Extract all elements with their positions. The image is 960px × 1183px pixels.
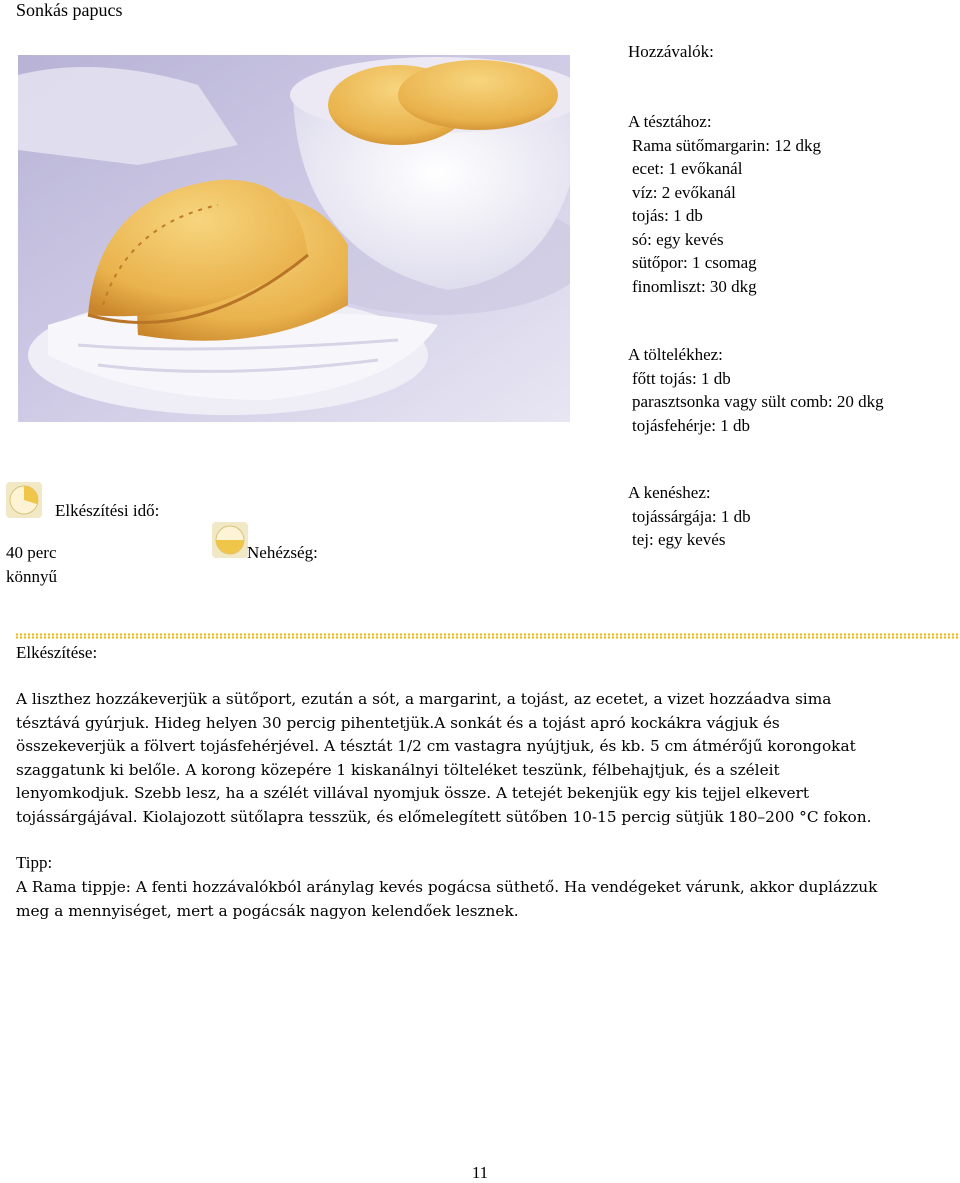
- ingredient-item: tojás: 1 db: [632, 206, 703, 225]
- ingredient-group-heading: A töltelékhez:: [628, 345, 723, 364]
- ingredient-item: tojássárgája: 1 db: [632, 506, 751, 526]
- difficulty-icon: [212, 522, 246, 556]
- ingredient-item: sütőpor: 1 csomag: [632, 253, 757, 272]
- recipe-title: Sonkás papucs: [16, 0, 123, 20]
- ingredient-item: Rama sütőmargarin: 12 dkg: [632, 135, 822, 155]
- preparation-heading: Elkészítése:: [16, 643, 98, 662]
- ingredient-item: finomliszt: 30 dkg: [632, 276, 757, 296]
- recipe-photo: [18, 55, 570, 422]
- ingredient-item: főtt tojás: 1 db: [632, 368, 731, 388]
- preparation-line: tésztává gyúrjuk. Hideg helyen 30 percig pihentetjük.A sonkát és a tojást apró kockákra vágjuk és: [16, 713, 780, 732]
- ingredient-group-glaze: [628, 481, 751, 552]
- preparation-line: lenyomkodjuk. Szebb lesz, ha a szélét villával nyomjuk össze. A tetejét bekenjük egy kis tejjel elkevert: [16, 784, 809, 803]
- ingredient-item: parasztsonka vagy sült comb: 20 dkg: [632, 392, 884, 411]
- ingredient-item: víz: 2 evőkanál: [632, 182, 736, 202]
- difficulty-label: Nehézség:: [247, 543, 318, 562]
- ingredient-group-heading: A tésztához:: [628, 112, 712, 131]
- ingredient-group-heading: A kenéshez:: [628, 483, 711, 502]
- page-number: 11: [471, 1163, 489, 1182]
- preparation-line: tojássárgájával. Kiolajozott sütőlapra tesszük, és előmelegített sütőben 10-15 percig sütjük 180–200 °C fokon.: [16, 807, 872, 826]
- ingredient-item: tej: egy kevés: [632, 530, 726, 549]
- ingredient-item: tojásfehérje: 1 db: [632, 415, 751, 435]
- ingredient-group-dough: [628, 110, 821, 298]
- tip-line: meg a mennyiséget, mert a pogácsák nagyon kelendőek lesznek.: [16, 901, 519, 920]
- ingredients-heading: Hozzávalók:: [628, 42, 714, 61]
- preparation-line: szaggatunk ki belőle. A korong közepére 1 kiskanálnyi tölteléket teszünk, félbehajtjuk, és a széleit: [16, 760, 780, 779]
- dotted-divider: [15, 633, 960, 639]
- ingredient-item: só: egy kevés: [632, 229, 724, 249]
- preparation-line: A liszthez hozzákeverjük a sütőport, ezután a sót, a margarint, a tojást, az ecetet, a vizet hozzáadva sima: [16, 690, 832, 708]
- tip-line: A Rama tippje: A fenti hozzávalókból aránylag kevés pogácsa süthető. Ha vendégeket várunk, akkor duplázzuk: [16, 878, 878, 896]
- prep-time-value: 40 perc: [6, 543, 57, 562]
- prep-time-label: Elkészítési idő:: [55, 501, 160, 520]
- tip-heading: Tipp:: [16, 853, 53, 872]
- ingredient-group-filling: [628, 343, 884, 437]
- ingredient-item: ecet: 1 evőkanál: [632, 159, 743, 178]
- tip-text: [16, 876, 936, 923]
- preparation-line: összekeverjük a fölvert tojásfehérjével. A tésztát 1/2 cm vastagra nyújtjuk, és kb. 5 cm átmérőjű korongokat: [16, 737, 856, 756]
- difficulty-value: könnyű: [6, 567, 57, 586]
- preparation-text: [16, 688, 936, 830]
- clock-pie-icon: [6, 482, 40, 516]
